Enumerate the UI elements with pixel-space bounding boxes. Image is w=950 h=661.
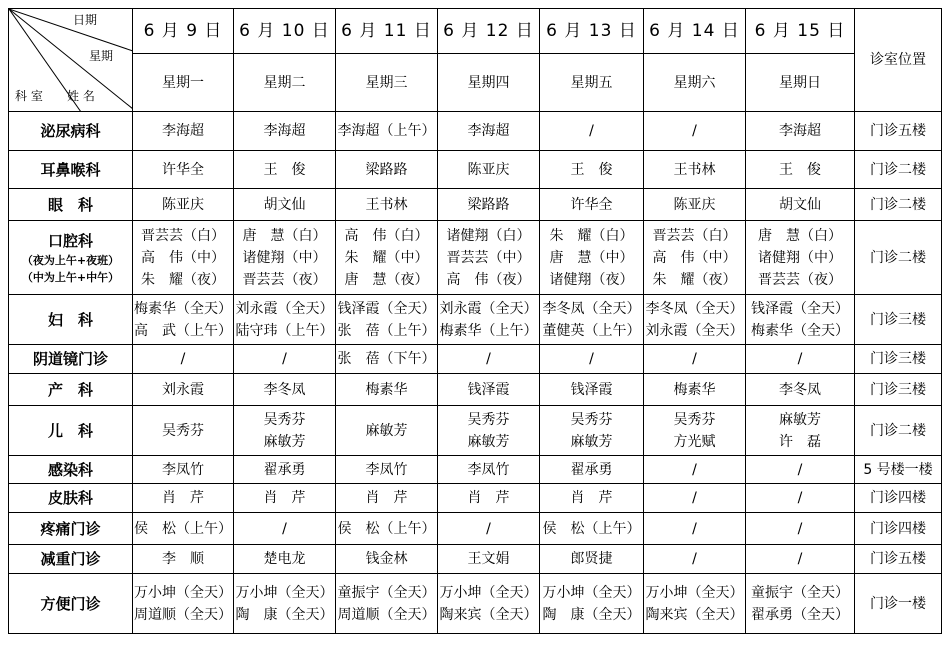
department-cell [9,545,133,574]
schedule-cell [133,112,234,151]
schedule-cell [336,221,438,295]
doctor-entry: 诸健翔（白） [446,227,531,244]
department-cell [9,295,133,345]
doctor-entry: 陶来宾（全天） [645,606,744,623]
corner-weekday-label: 星期 [89,49,114,63]
table-row [9,456,942,484]
doctor-entry: 肖 芹 [467,490,510,506]
schedule-cell [438,151,540,189]
schedule-cell [234,484,336,513]
department-cell [9,374,133,406]
department-name: 感染科 [47,460,93,479]
department-name: 耳鼻喉科 [40,160,101,179]
department-cell [9,151,133,189]
doctor-entry: 李冬凤（全天） [645,300,744,317]
doctor-entry: 翟承勇 [263,461,306,478]
doctor-entry: 麻敏芳 [467,433,510,450]
corner-date-label: 日期 [73,13,98,27]
table-row [9,545,942,574]
schedule-cell [336,112,438,151]
doctor-entry: 方光赋 [673,433,716,450]
table-row [9,151,942,189]
doctor-entry: / [486,520,491,537]
schedule-cell [234,189,336,221]
table-row [9,295,942,345]
schedule-cell [540,189,644,221]
doctor-entry: / [589,351,594,367]
doctor-entry: 钱金林 [365,551,408,567]
schedule-cell [540,484,644,513]
corner-dept-label: 科 室 [15,89,43,103]
schedule-cell [133,574,234,634]
doctor-entry: 肖 芹 [570,490,613,506]
doctor-entry: 侯 松（上午） [134,520,232,537]
doctor-entry: 吴秀芬 [570,411,613,428]
department-note: （中为上午+中午） [21,270,120,284]
schedule-cell [234,513,336,545]
doctor-entry: 陆守玮（上午） [235,322,334,339]
doctor-entry: 许华全 [570,196,613,213]
doctor-entry: / [692,123,697,139]
doctor-entry: 李冬凤 [779,381,821,398]
department-name: 皮肤科 [47,489,93,507]
doctor-entry: 刘永霞（全天） [645,322,744,339]
weekday-header: 星期三 [336,54,438,112]
weekday-header: 星期四 [438,54,540,112]
doctor-entry: 晋芸芸（中） [446,249,531,266]
doctor-entry: 吴秀芬 [263,411,306,428]
doctor-entry: 梅素华（上午） [439,322,538,339]
doctor-entry: 高 伟（白） [344,227,429,244]
doctor-entry: 楚电龙 [263,551,306,567]
doctor-entry: 晋芸芸（白） [652,227,737,244]
table-row [9,345,942,374]
doctor-entry: 朱 耀（中） [344,249,429,266]
date-header: 6 月 9 日 [133,9,234,54]
doctor-entry: 李凤竹 [365,461,408,478]
schedule-cell [644,574,746,634]
schedule-cell [234,545,336,574]
doctor-entry: / [797,520,803,537]
doctor-entry: 万小坤（全天） [439,584,538,601]
schedule-cell [133,545,234,574]
schedule-cell [438,345,540,374]
schedule-cell [540,112,644,151]
doctor-entry: 李凤竹 [467,461,510,478]
doctor-entry: 朱 耀（夜） [141,271,225,288]
department-name: 妇 科 [47,310,93,329]
department-cell [9,189,133,221]
schedule-cell [234,151,336,189]
schedule-cell [336,574,438,634]
doctor-entry: 童振宇（全天） [337,584,436,601]
doctor-entry: 诸健翔（夜） [549,271,634,288]
doctor-entry: 许华全 [162,161,204,178]
schedule-cell [644,374,746,406]
doctor-entry: 李海超 [263,123,306,139]
schedule-cell [438,406,540,456]
doctor-entry: 梅素华（全天） [134,300,232,317]
schedule-cell [746,513,855,545]
doctor-entry: 李凤竹 [162,461,204,478]
schedule-cell [133,456,234,484]
schedule-cell [438,295,540,345]
doctor-entry: 万小坤（全天） [542,584,641,601]
schedule-cell [234,295,336,345]
doctor-entry: 钱泽霞 [570,381,613,398]
schedule-cell [746,574,855,634]
schedule-cell [540,545,644,574]
doctor-entry: 王 俊 [779,161,821,178]
schedule-cell [133,151,234,189]
schedule-cell [438,112,540,151]
doctor-entry: 侯 松（上午） [542,520,641,537]
schedule-cell [644,345,746,374]
doctor-entry: 高 伟（中） [652,249,737,266]
doctor-entry: 唐 慧（白） [242,227,327,244]
schedule-cell [746,484,855,513]
doctor-entry: 高 伟（夜） [446,271,531,288]
doctor-entry: 王文娟 [467,551,510,567]
doctor-entry: 郎贤捷 [570,551,613,567]
schedule-cell [540,345,644,374]
schedule-cell [540,456,644,484]
schedule-cell [438,189,540,221]
schedule-cell [644,513,746,545]
department-name: 儿 科 [47,421,93,440]
doctor-entry: 梅素华（全天） [751,322,849,339]
doctor-entry: 麻敏芳 [263,433,306,450]
doctor-entry: 麻敏芳 [779,411,821,428]
doctor-entry: 诸健翔（中） [242,249,327,266]
doctor-entry: 梁路路 [365,161,408,178]
schedule-cell [540,221,644,295]
doctor-entry: 刘永霞（全天） [439,300,538,317]
schedule-cell [234,221,336,295]
schedule-cell [438,574,540,634]
doctor-entry: 王书林 [673,161,716,178]
schedule-cell [336,545,438,574]
table-row [9,374,942,406]
location-cell: 门诊三楼 [855,374,942,406]
doctor-entry: 唐 慧（中） [549,249,634,266]
department-cell [9,456,133,484]
schedule-cell [746,112,855,151]
department-name: 阴道镜门诊 [32,350,108,368]
schedule-cell [540,406,644,456]
location-cell: 门诊二楼 [855,151,942,189]
doctor-entry: 董健英（上午） [542,322,641,339]
schedule-cell [644,484,746,513]
doctor-entry: 张 蓓（上午） [337,322,436,339]
doctor-entry: 李冬凤 [263,381,306,398]
date-header: 6 月 11 日 [336,9,438,54]
doctor-entry: 陈亚庆 [467,161,510,178]
doctor-entry: / [692,520,697,537]
doctor-entry: / [282,520,287,537]
schedule-cell [336,374,438,406]
weekday-header: 星期一 [133,54,234,112]
schedule-cell [336,484,438,513]
schedule-cell [133,484,234,513]
doctor-entry: / [692,490,697,506]
schedule-cell [746,456,855,484]
weekday-header: 星期日 [746,54,855,112]
schedule-cell [644,295,746,345]
department-cell [9,221,133,295]
doctor-entry: 陈亚庆 [673,196,716,213]
schedule-cell [746,189,855,221]
doctor-entry: 梅素华 [365,381,408,398]
schedule-cell [336,295,438,345]
doctor-entry: 陶 康（全天） [235,606,334,623]
doctor-entry: 胡文仙 [779,196,821,213]
doctor-entry: 胡文仙 [263,196,306,213]
schedule-cell [438,545,540,574]
doctor-entry: 张 蓓（下午） [337,351,436,367]
doctor-entry: 万小坤（全天） [645,584,744,601]
department-name: 减重门诊 [40,550,101,568]
doctor-entry: 唐 慧（夜） [344,271,429,288]
location-header: 诊室位置 [855,9,942,112]
doctor-entry: 唐 慧（白） [758,227,842,244]
doctor-entry: 王 俊 [263,161,306,178]
schedule-cell [746,406,855,456]
department-name: 疼痛门诊 [40,519,101,538]
location-cell: 5 号楼一楼 [855,456,942,484]
department-name: 口腔科 [47,231,93,250]
doctor-entry: 麻敏芳 [570,433,613,450]
location-cell: 门诊四楼 [855,484,942,513]
doctor-entry: 晋芸芸（夜） [758,271,842,288]
schedule-cell [234,345,336,374]
doctor-entry: 朱 耀（夜） [652,271,737,288]
doctor-entry: 钱泽霞（全天） [751,300,849,317]
doctor-entry: 晋芸芸（夜） [242,271,327,288]
schedule-cell [133,374,234,406]
location-cell: 门诊二楼 [855,221,942,295]
doctor-entry: 万小坤（全天） [134,584,232,601]
doctor-entry: 麻敏芳 [365,422,408,439]
location-cell: 门诊一楼 [855,574,942,634]
department-note: （夜为上午+夜班） [21,253,120,267]
doctor-entry: 梅素华 [673,381,716,398]
schedule-cell [133,345,234,374]
doctor-entry: 童振宇（全天） [751,584,849,601]
department-name: 方便门诊 [40,594,101,613]
schedule-cell [644,221,746,295]
doctor-entry: 李海超 [162,123,204,139]
doctor-entry: 肖 芹 [263,490,306,506]
header-corner-cell [9,9,133,112]
schedule-cell [234,406,336,456]
schedule-cell [746,221,855,295]
table-row [9,406,942,456]
doctor-entry: 梁路路 [467,196,510,213]
duty-schedule-table [8,8,942,634]
department-cell [9,345,133,374]
department-cell [9,484,133,513]
schedule-cell [644,545,746,574]
department-cell [9,112,133,151]
schedule-cell [540,513,644,545]
doctor-entry: / [486,351,491,367]
department-cell [9,513,133,545]
schedule-cell [336,456,438,484]
doctor-entry: / [282,351,287,367]
doctor-entry: 李冬凤（全天） [542,300,641,317]
doctor-entry: 王书林 [365,196,408,213]
doctor-entry: 王 俊 [570,161,613,178]
doctor-entry: 李海超 [467,123,510,139]
doctor-entry: 李海超 [779,123,821,139]
doctor-entry: 肖 芹 [162,490,204,506]
schedule-cell [438,484,540,513]
schedule-cell [540,374,644,406]
corner-name-label: 姓 名 [67,89,95,103]
doctor-entry: 翟承勇（全天） [751,606,849,623]
weekday-header: 星期六 [644,54,746,112]
table-row [9,484,942,513]
schedule-cell [133,221,234,295]
doctor-entry: 陶 康（全天） [542,606,641,623]
schedule-cell [746,545,855,574]
schedule-cell [644,456,746,484]
weekday-header: 星期二 [234,54,336,112]
doctor-entry: / [797,551,803,567]
location-cell: 门诊三楼 [855,345,942,374]
doctor-entry: 诸健翔（中） [758,249,842,266]
schedule-cell [336,151,438,189]
schedule-cell [746,345,855,374]
doctor-entry: 李 顺 [162,551,204,567]
department-name: 泌尿病科 [40,122,101,140]
schedule-cell [746,374,855,406]
doctor-entry: 朱 耀（白） [549,227,634,244]
schedule-cell [133,189,234,221]
doctor-entry: / [589,123,594,139]
doctor-entry: / [797,351,803,367]
schedule-cell [746,295,855,345]
location-cell: 门诊四楼 [855,513,942,545]
department-cell [9,406,133,456]
doctor-entry: 翟承勇 [570,461,613,478]
doctor-entry: 吴秀芬 [673,411,716,428]
location-cell: 门诊二楼 [855,406,942,456]
schedule-cell [540,151,644,189]
doctor-entry: / [692,551,697,567]
date-header: 6 月 10 日 [234,9,336,54]
date-header: 6 月 12 日 [438,9,540,54]
schedule-cell [234,456,336,484]
location-cell: 门诊五楼 [855,545,942,574]
location-cell: 门诊二楼 [855,189,942,221]
doctor-entry: / [692,461,697,478]
schedule-cell [644,406,746,456]
department-name: 产 科 [47,380,93,399]
table-row [9,221,942,295]
doctor-entry: / [692,351,697,367]
doctor-entry: 刘永霞 [162,381,204,398]
schedule-cell [336,406,438,456]
date-header: 6 月 14 日 [644,9,746,54]
doctor-entry: 高 伟（中） [141,249,225,266]
schedule-cell [644,151,746,189]
schedule-cell [644,112,746,151]
doctor-entry: / [180,351,186,367]
doctor-entry: 钱泽霞 [467,381,510,398]
department-name: 眼 科 [47,195,93,214]
doctor-entry: 晋芸芸（白） [141,227,225,244]
schedule-cell [644,189,746,221]
location-cell: 门诊三楼 [855,295,942,345]
schedule-cell [540,574,644,634]
doctor-entry: 许 磊 [779,433,821,450]
schedule-cell [438,221,540,295]
table-row [9,112,942,151]
doctor-entry: 陶来宾（全天） [439,606,538,623]
table-row [9,189,942,221]
doctor-entry: 吴秀芬 [467,411,510,428]
schedule-cell [336,345,438,374]
doctor-entry: 高 武（上午） [134,322,232,339]
schedule-cell [438,374,540,406]
schedule-cell [336,513,438,545]
doctor-entry: 吴秀芬 [162,422,204,439]
doctor-entry: 肖 芹 [365,490,408,506]
date-header: 6 月 15 日 [746,9,855,54]
doctor-entry: 万小坤（全天） [235,584,334,601]
doctor-entry: 侯 松（上午） [337,520,436,537]
doctor-entry: 钱泽霞（全天） [337,300,436,317]
schedule-cell [133,406,234,456]
schedule-cell [234,112,336,151]
doctor-entry: / [797,490,803,506]
doctor-entry: / [797,461,803,478]
schedule-cell [540,295,644,345]
schedule-cell [234,374,336,406]
doctor-entry: 周道顺（全天） [134,606,232,623]
doctor-entry: 周道顺（全天） [337,606,436,623]
weekday-header: 星期五 [540,54,644,112]
department-cell [9,574,133,634]
table-row [9,513,942,545]
doctor-entry: 刘永霞（全天） [235,300,334,317]
doctor-entry: 陈亚庆 [162,196,204,213]
schedule-cell [234,574,336,634]
schedule-cell [746,151,855,189]
schedule-cell [133,513,234,545]
date-header: 6 月 13 日 [540,9,644,54]
schedule-cell [336,189,438,221]
schedule-cell [438,456,540,484]
schedule-cell [133,295,234,345]
schedule-cell [438,513,540,545]
table-row [9,574,942,634]
location-cell: 门诊五楼 [855,112,942,151]
doctor-entry: 李海超（上午） [337,123,436,139]
